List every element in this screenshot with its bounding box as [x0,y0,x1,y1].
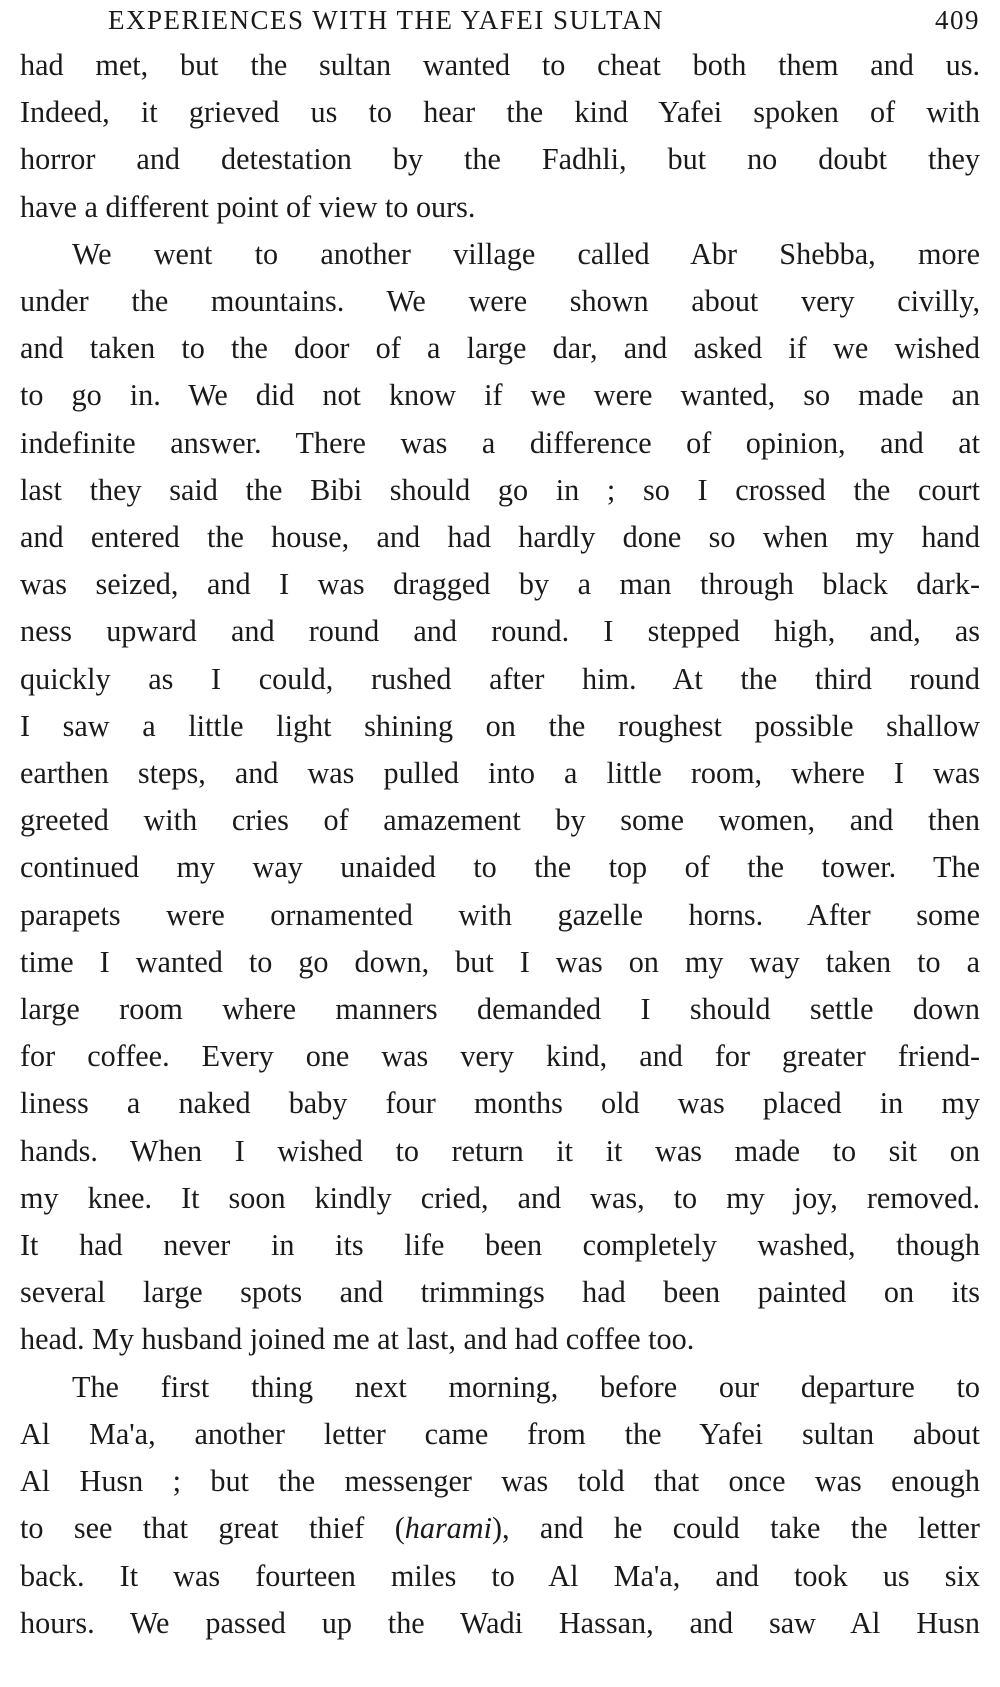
text-line: greeted with cries of amazement by some women, and then [20,803,980,838]
running-head [20,0,980,42]
text-line: I saw a little light shining on the roughest possible shallow [20,708,980,743]
text-line: to see that great thief (harami), and he could take the letter [20,1511,980,1546]
text-line: parapets were ornamented with gazelle horns. After some [20,897,980,932]
text-line: back. It was fourteen miles to Al Ma'a, and took us six [20,1558,980,1593]
text-line: horror and detestation by the Fadhli, but no doubt they [20,142,980,177]
text-line: and entered the house, and had hardly done so when my hand [20,520,980,555]
text-line: Al Ma'a, another letter came from the Yafei sultan about [20,1416,980,1451]
text-line: to go in. We did not know if we were wanted, so made an [20,378,980,413]
text-line: Indeed, it grieved us to hear the kind Yafei spoken of with [20,95,980,130]
text-line: The first thing next morning, before our departure to [72,1369,980,1404]
text-line: and taken to the door of a large dar, and asked if we wished [20,331,980,366]
text-line: We went to another village called Abr Shebba, more [72,236,980,271]
text-line: hours. We passed up the Wadi Hassan, and saw Al Husn [20,1605,980,1640]
text-line: under the mountains. We were shown about very civilly, [20,284,980,319]
body-text [20,42,980,1647]
text-line: several large spots and trimmings had been painted on its [20,1275,980,1310]
paragraph [20,42,980,231]
text-line: had met, but the sultan wanted to cheat both them and us. [20,48,980,82]
text-line: hands. When I wished to return it it was made to sit on [20,1133,980,1168]
text-line: ness upward and round and round. I stepped high, and, as [20,614,980,649]
text-line: continued my way unaided to the top of the tower. The [20,850,980,885]
text-line: time I wanted to go down, but I was on my way taken to a [20,944,980,979]
text-line: Al Husn ; but the messenger was told that once was enough [20,1464,980,1499]
text-line: for coffee. Every one was very kind, and for greater friend- [20,1039,980,1074]
text-line: liness a naked baby four months old was placed in my [20,1086,980,1121]
running-head-title: EXPERIENCES WITH THE YAFEI SULTAN [108,5,664,35]
italic-word: harami [404,1511,492,1546]
text-line: large room where manners demanded I should settle down [20,992,980,1027]
text-line: indefinite answer. There was a difference of opinion, and at [20,425,980,460]
text-line: my knee. It soon kindly cried, and was, to my joy, removed. [20,1180,980,1215]
page-number: 409 [935,5,980,35]
text-line: have a different point of view to ours. [20,189,476,224]
paragraph [20,1364,980,1647]
text-line: It had never in its life been completely washed, though [20,1228,980,1263]
book-page [20,0,980,1687]
text-line: was seized, and I was dragged by a man through black dark- [20,567,980,602]
text-line: quickly as I could, rushed after him. At the third round [20,661,980,696]
text-line: last they said the Bibi should go in ; so I crossed the court [20,472,980,507]
paragraph [20,231,980,1364]
text-line: earthen steps, and was pulled into a little room, where I was [20,756,980,791]
text-line: head. My husband joined me at last, and had coffee too. [20,1322,695,1357]
